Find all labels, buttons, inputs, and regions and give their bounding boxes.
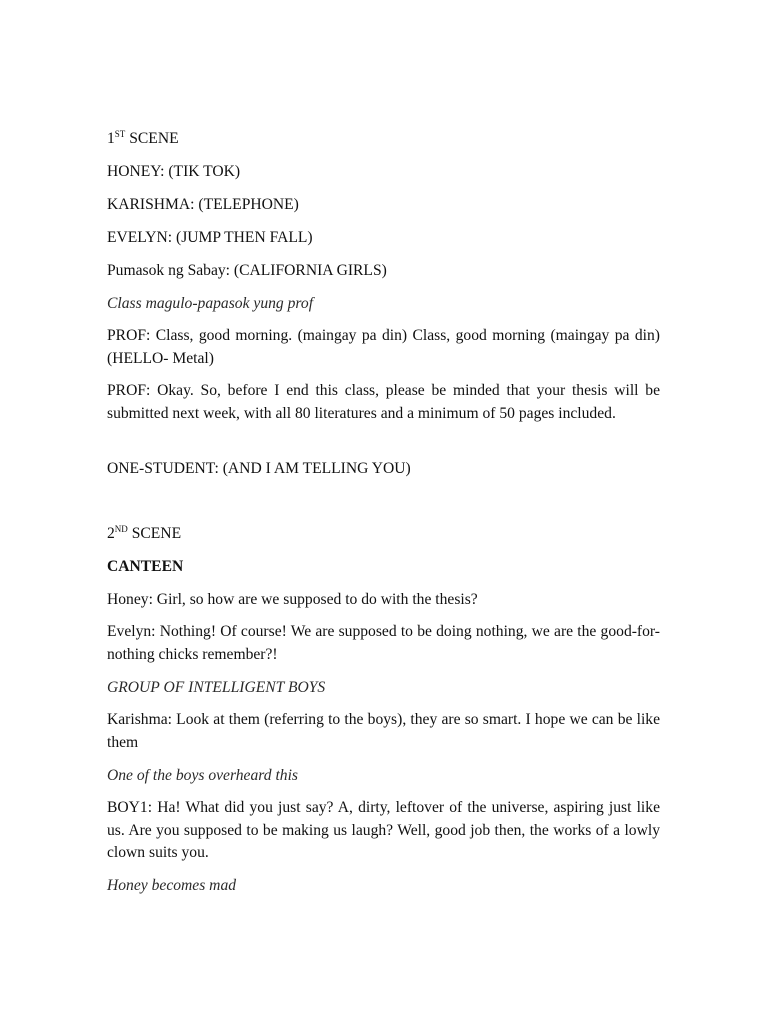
scene-1-line-evelyn: EVELYN: (JUMP THEN FALL)	[107, 229, 313, 246]
scene-1-ordinal-suffix: ST	[114, 129, 126, 139]
scene-2-stage-direction-overheard: One of the boys overheard this	[107, 767, 298, 784]
scene-1-prof-announcement: PROF: Okay. So, before I end this class, please be minded that your thesis will be submitted next week, with all 80 literatures and a minimum of 50 pages included.	[107, 382, 660, 422]
scene-1-line-honey: HONEY: (TIK TOK)	[107, 163, 241, 180]
scene-1-number: 1	[107, 130, 115, 147]
scene-1-line-karishma: KARISHMA: (TELEPHONE)	[107, 196, 299, 213]
scene-2-evelyn-line: Evelyn: Nothing! Of course! We are supposed to be doing nothing, we are the good-for-nothing chicks remember?!	[107, 623, 660, 663]
scene-2-heading	[107, 523, 660, 546]
scene-1-line-pumasok: Pumasok ng Sabay: (CALIFORNIA GIRLS)	[107, 262, 387, 279]
scene-2-honey-line: Honey: Girl, so how are we supposed to do with the thesis?	[107, 591, 478, 608]
scene-1-heading	[107, 128, 660, 151]
scene-2-location: CANTEEN	[107, 558, 184, 575]
scene-1-title: SCENE	[129, 130, 179, 147]
scene-2-boy1-line: BOY1: Ha! What did you just say? A, dirty, leftover of the universe, aspiring just like us. Are you supposed to be making us laugh? Well, good job then, the works of a lowly clown suits you.	[107, 799, 660, 861]
scene-1-one-student: ONE-STUDENT: (AND I AM TELLING YOU)	[107, 460, 411, 477]
scene-2-number: 2	[107, 525, 115, 542]
document-page	[107, 0, 660, 1024]
scene-2-ordinal-suffix: ND	[114, 524, 128, 534]
scene-1-prof-greeting: PROF: Class, good morning. (maingay pa din) Class, good morning (maingay pa din) (HELLO- Metal)	[107, 327, 660, 367]
scene-2-stage-direction-boys: GROUP OF INTELLIGENT BOYS	[107, 679, 326, 696]
scene-2-stage-direction-honey-mad: Honey becomes mad	[107, 877, 237, 894]
scene-2-karishma-line: Karishma: Look at them (referring to the boys), they are so smart. I hope we can be like them	[107, 711, 660, 751]
scene-2-title: SCENE	[131, 525, 182, 542]
scene-1-stage-direction: Class magulo-papasok yung prof	[107, 295, 314, 312]
